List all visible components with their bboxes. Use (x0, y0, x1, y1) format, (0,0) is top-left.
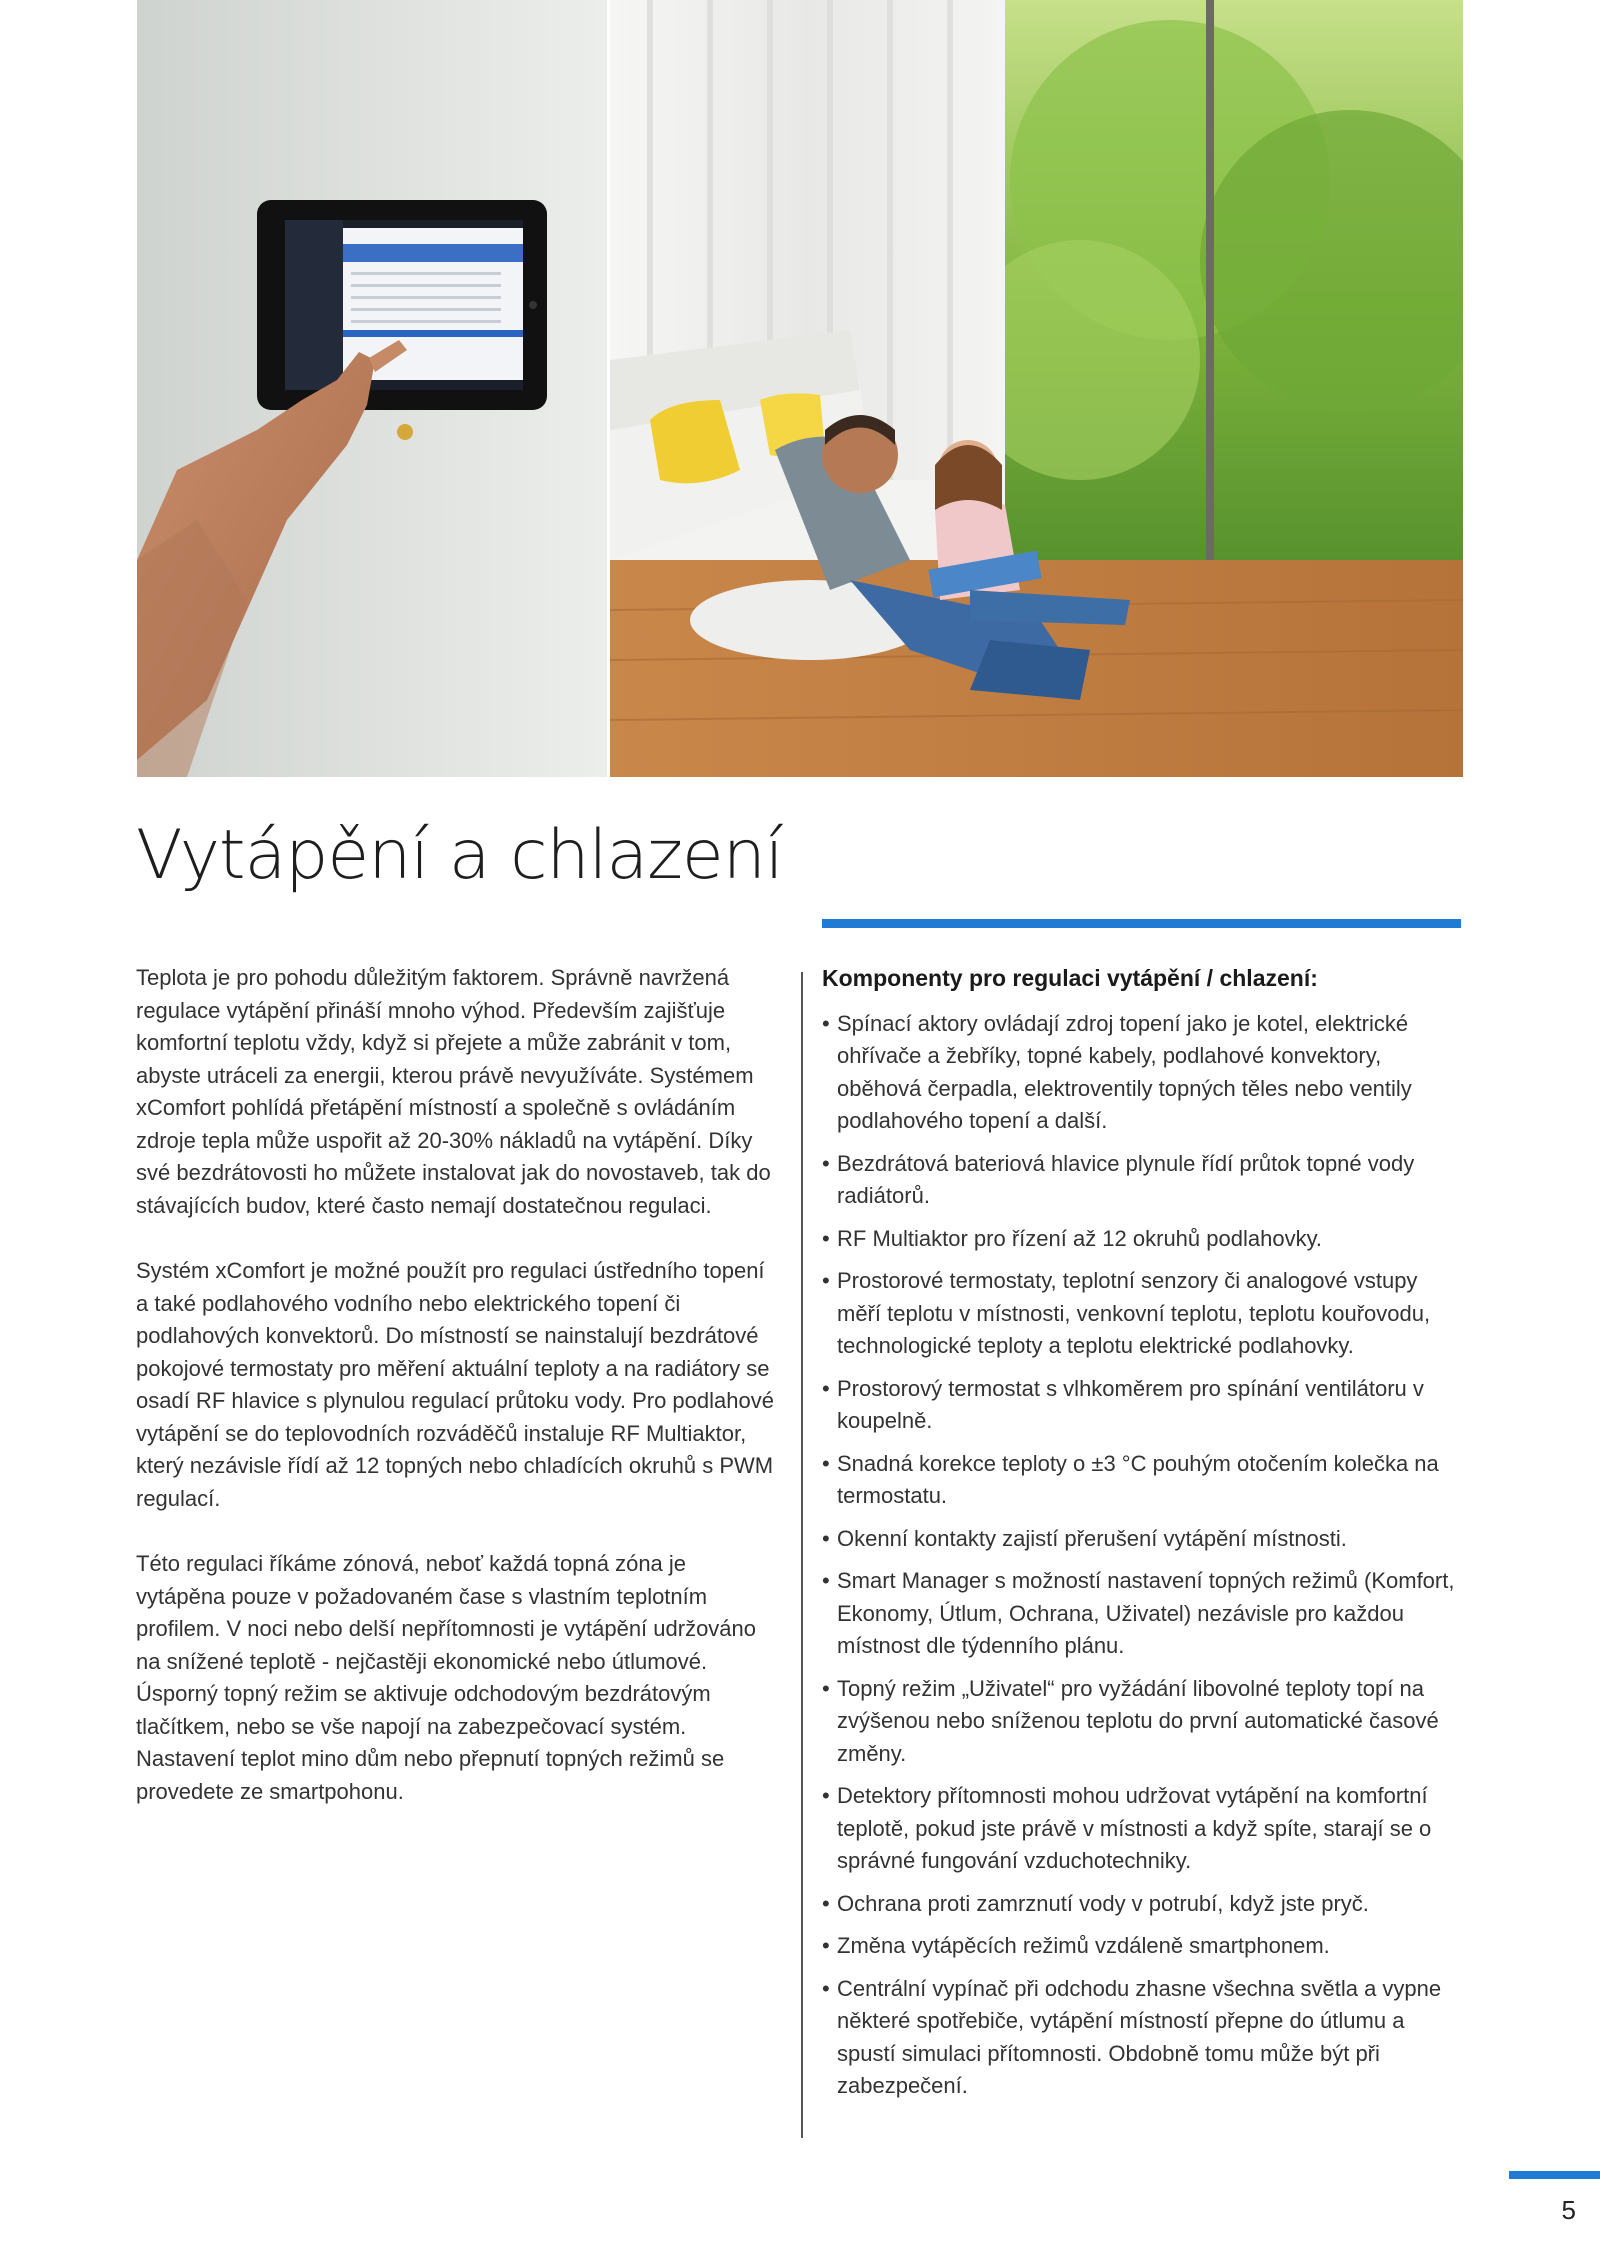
living-room-illustration (610, 0, 1463, 777)
accent-bar (822, 919, 1461, 928)
list-item: • Topný režim „Uživatel“ pro vyžádání libovolné teploty topí na zvýšenou nebo sníženou teplotu do první automatické časové změny. (822, 1673, 1462, 1771)
list-item: • Detektory přítomnosti mohou udržovat vytápění na komfortní teplotě, pokud jste právě v místnosti a když spíte, starají se o správné fungování vzduchotechniky. (822, 1780, 1462, 1878)
list-item: • Ochrana proti zamrznutí vody v potrubí, když jste pryč. (822, 1888, 1462, 1921)
list-item: • Okenní kontakty zajistí přerušení vytápění místnosti. (822, 1523, 1462, 1556)
page-title: Vytápění a chlazení (136, 816, 783, 895)
list-item: • Prostorové termostaty, teplotní senzory či analogové vstupy měří teplotu v místnosti, venkovní teplotu, teplotu kouřovodu, technologické teploty a teplotu elektrické podlahovky. (822, 1265, 1462, 1363)
list-item: • Bezdrátová bateriová hlavice plynule řídí průtok topné vody radiátorů. (822, 1148, 1462, 1213)
list-item: • Spínací aktory ovládají zdroj topení jako je kotel, elektrické ohřívače a žebříky, topné kabely, podlahové konvektory, oběhová čerpadla, elektroventily topných těles nebo ventily podlahového topení a další. (822, 1008, 1462, 1138)
components-heading: Komponenty pro regulaci vytápění / chlazení: (822, 965, 1318, 991)
list-item: • Snadná korekce teploty o ±3 °C pouhým otočením kolečka na termostatu. (822, 1448, 1462, 1513)
intro-paragraph: Teplota je pro pohodu důležitým faktorem. Správně navržená regulace vytápění přináší mnoho výhod. Především zajišťuje komfortní teplotu vždy, když si přejete a může zabránit v tom, abyste utráceli za energii, kterou právě nevyužíváte. Systémem xComfort pohlídá přetápění místností a společně s ovládáním zdroje tepla může uspořit až 20-30% nákladů na vytápění. Díky své bezdrátovosti ho můžete instalovat jak do novostaveb, tak do stávajících budov, které často nemají dostatečnou regulaci. (136, 965, 771, 1218)
list-item: • Prostorový termostat s vlhkoměrem pro spínání ventilátoru v koupelně. (822, 1373, 1462, 1438)
list-item: • Centrální vypínač při odchodu zhasne všechna světla a vypne některé spotřebiče, vytápění místností přepne do útlumu a spustí simulaci přítomnosti. Obdobně tomu může být při zabezpečení. (822, 1973, 1462, 2103)
footer-accent-bar (1509, 2171, 1600, 2179)
tablet-on-wall-photo (137, 0, 607, 777)
intro-paragraph: Této regulaci říkáme zónová, neboť každá topná zóna je vytápěna pouze v požadovaném čase s vlastním teplotním profilem. V noci nebo delší nepřítomnosti je vytápění udržováno na snížené teplotě - nejčastěji ekonomické nebo útlumové. Úsporný topný režim se aktivuje odchodovým bezdrátovým tlačítkem, nebo se vše napojí na zabezpečovací systém. Nastavení teplot mino dům nebo přepnutí topných režimů se provedete ze smartpohonu. (136, 1551, 757, 1804)
living-room-photo (610, 0, 1463, 777)
tablet-photo-illustration (137, 0, 607, 777)
list-item: • Změna vytápěcích režimů vzdáleně smartphonem. (822, 1930, 1462, 1963)
list-item: • Smart Manager s možností nastavení topných režimů (Komfort, Ekonomy, Útlum, Ochrana, Uživatel) nezávisle pro každou místnost dle týdenního plánu. (822, 1565, 1462, 1663)
components-list (822, 1008, 1462, 2103)
column-divider (801, 972, 803, 2138)
intro-text-column (136, 962, 776, 1841)
components-column (822, 962, 1462, 2113)
intro-paragraph: Systém xComfort je možné použít pro regulaci ústředního topení a také podlahového vodního nebo elektrického topení či podlahových konvektorů. Do místností se nainstalují bezdrátové pokojové termostaty pro měření aktuální teploty a na radiátory se osadí RF hlavice s plynulou regulací průtoku vody. Pro podlahové vytápění se do teplovodních rozváděčů instaluje RF Multiaktor, který nezávisle řídí až 12 topných nebo chladících okruhů s PWM regulací. (136, 1258, 774, 1511)
page-number: 5 (1561, 2195, 1576, 2225)
list-item: • RF Multiaktor pro řízení až 12 okruhů podlahovky. (822, 1223, 1462, 1256)
